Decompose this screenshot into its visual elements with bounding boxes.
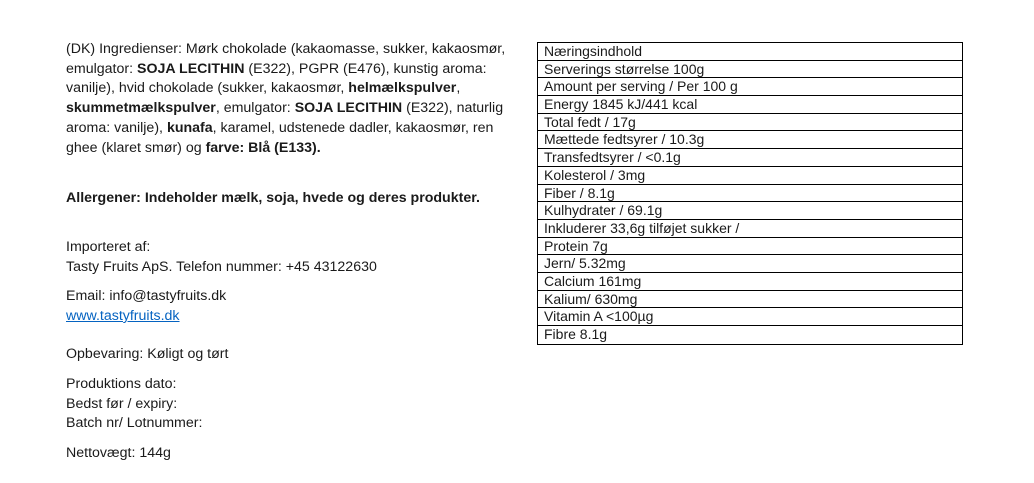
net-weight-line: Nettovægt: 144g <box>66 445 171 461</box>
best-before-line: Bedst før / expiry: <box>66 395 178 412</box>
email-line: Email: info@tastyfruits.dk <box>66 288 227 304</box>
table-row: Vitamin A <100µg <box>538 308 962 326</box>
table-row: Total fedt / 17g <box>538 114 962 132</box>
table-row: Amount per serving / Per 100 g <box>538 78 962 96</box>
website-line <box>66 307 180 327</box>
nutrition-table <box>537 42 963 345</box>
text-line: skummetmælkspulver, emulgator: SOJA LECITHIN (E322), naturlig <box>66 100 504 117</box>
table-row: Kulhydrater / 69.1g <box>538 202 962 220</box>
allergens-paragraph: Allergener: Indeholder mælk, soja, hvede og deres produkter. <box>66 190 480 206</box>
importer-label: Importeret af: <box>66 239 151 255</box>
dates-block <box>66 375 202 434</box>
website-link[interactable]: www.tastyfruits.dk <box>66 308 180 324</box>
table-row: Næringsindhold <box>538 43 962 61</box>
table-row: Kolesterol / 3mg <box>538 167 962 185</box>
importer-line: Tasty Fruits ApS. Telefon nummer: +45 43122630 <box>66 258 377 275</box>
storage-line: Opbevaring: Køligt og tørt <box>66 346 229 362</box>
production-date-line: Produktions dato: <box>66 376 177 392</box>
table-row: Fiber / 8.1g <box>538 185 962 203</box>
table-row: Serverings størrelse 100g <box>538 61 962 79</box>
table-row: Fibre 8.1g <box>544 326 608 342</box>
text-line: emulgator: SOJA LECITHIN (E322), PGPR (E476), kunstig aroma: <box>66 60 487 77</box>
ingredients-paragraph <box>66 40 505 158</box>
table-row: Jern/ 5.32mg <box>538 255 962 273</box>
batch-line: Batch nr/ Lotnummer: <box>66 415 203 432</box>
table-row: Inkluderer 33,6g tilføjet sukker / <box>538 220 962 238</box>
text-line: ghee (klaret smør) og farve: Blå (E133). <box>66 139 321 156</box>
importer-block <box>66 238 377 277</box>
table-row: Protein 7g <box>538 238 962 256</box>
text-line: (DK) Ingredienser: Mørk chokolade (kakaomasse, sukker, kakaosmør, <box>66 41 506 57</box>
table-row: Energy 1845 kJ/441 kcal <box>538 96 962 114</box>
text-line: aroma: vanilje), kunafa, karamel, udstenede dadler, kakaosmør, ren <box>66 119 494 136</box>
table-row: Mættede fedtsyrer / 10.3g <box>538 131 962 149</box>
text-line: vanilje), hvid chokolade (sukker, kakaosmør, helmælkspulver, <box>66 80 461 97</box>
table-row: Kalium/ 630mg <box>538 291 962 309</box>
table-row: Calcium 161mg <box>538 273 962 291</box>
table-row: Transfedtsyrer / <0.1g <box>538 149 962 167</box>
